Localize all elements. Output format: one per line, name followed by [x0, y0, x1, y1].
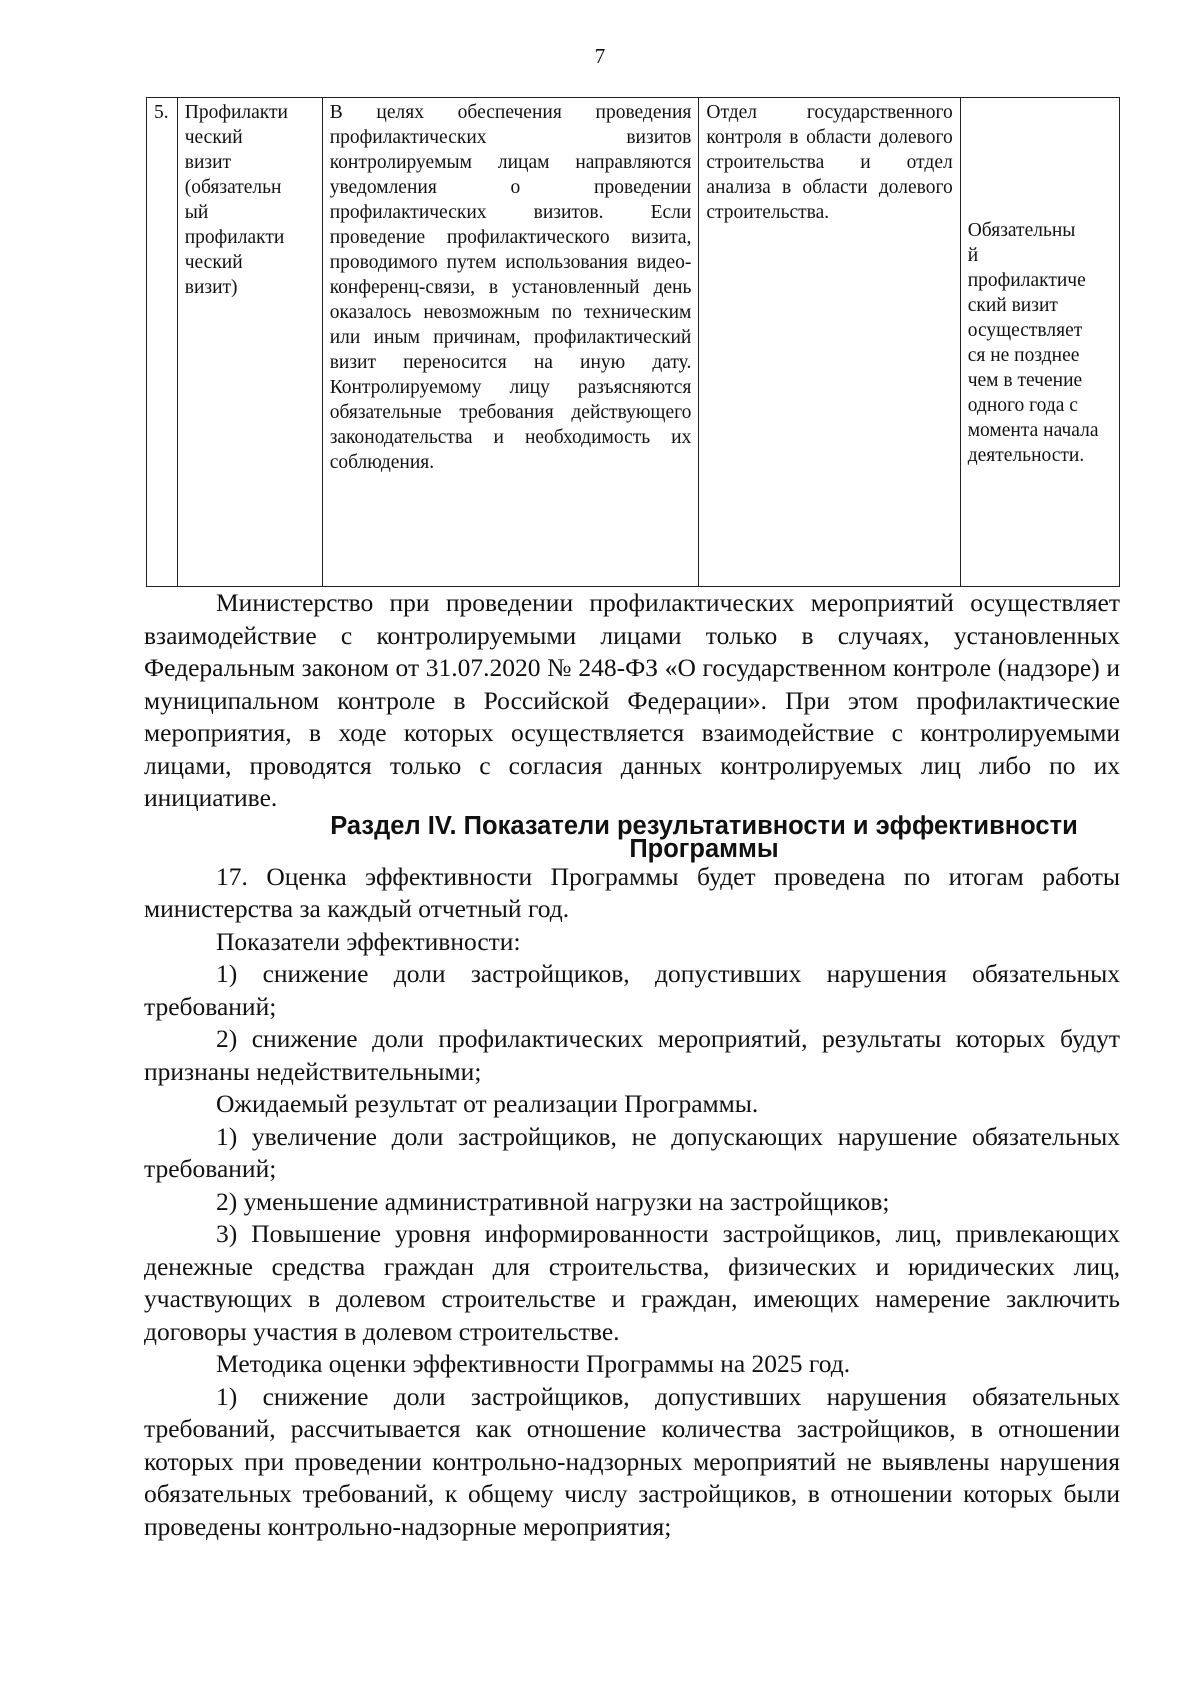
indicator-item: 2) снижение доли профилактических мероприятий, результаты которых будут признаны недействительными;	[144, 1024, 1120, 1086]
paragraph-17: 17. Оценка эффективности Программы будет проведена по итогам работы министерства за каждый отчетный год.	[144, 861, 1120, 923]
term-cell	[960, 98, 1119, 587]
indicators-title: Показатели эффективности:	[216, 926, 521, 956]
expected-result-item: 2) уменьшение административной нагрузки на застройщиков;	[216, 1186, 890, 1216]
methodology-title: Методика оценки эффективности Программы на 2025 год.	[216, 1349, 851, 1378]
measure-title-cell	[177, 98, 322, 587]
measure-term: Обязательны й профилактиче ский визит осуществляет ся не позднее чем в течение одного года с момента начала деятельности.	[967, 220, 1099, 466]
responsible-department: Отдел государственного контроля в области долевого строительства и отдел анализа в области долевого строительства.	[706, 102, 953, 223]
expected-result-item: 1) увеличение доли застройщиков, не допускающих нарушение обязательных требований;	[144, 1121, 1120, 1183]
expected-result-title: Ожидаемый результат от реализации Программы.	[216, 1089, 759, 1118]
row-number: 5.	[154, 102, 169, 123]
paragraph-interaction: Министерство при проведении профилактических мероприятий осуществляет взаимодействие с контролируемыми лицами только в случаях, установленных Федеральным законом от 31.07.2020 № 248-ФЗ «О государственном контроле (надзоре) и муниципальном контроле в Российской Федерации». При этом профилактические мероприятия, в ходе которых осуществляется взаимодействие с контролируемыми лицами, проводятся только с согласия данных контролируемых лиц либо по их инициативе.	[144, 588, 1120, 812]
row-number-cell	[147, 98, 178, 587]
indicator-item: 1) снижение доли застройщиков, допустивших нарушения обязательных требований;	[144, 959, 1120, 1021]
methodology-item: 1) снижение доли застройщиков, допустивших нарушения обязательных требований, рассчитывается как отношение количества застройщиков, в отношении которых при проведении контрольно-надзорных мероприятий не выявлены нарушения обязательных требований, к общему числу застройщиков, в отношении которых были проведены контрольно-надзорные мероприятия;	[144, 1381, 1120, 1541]
measure-title: Профилакти ческий визит (обязательн ый профилакти ческий визит)	[184, 102, 288, 298]
measure-description: В целях обеспечения проведения профилактических визитов контролируемым лицам направляются уведомления о проведении профилактических визитов. Если проведение профилактического визита, проводимого путем использования видео-конференц-связи, в установленный день оказалось невозможным по техническим или иным причинам, профилактический визит переносится на иную дату. Контролируемому лицу разъясняются обязательные требования действующего законодательства и необходимость их соблюдения.	[329, 102, 692, 473]
section-heading: Раздел IV. Показатели результативности и эффективности Программы	[330, 811, 1078, 863]
expected-result-item: 3) Повышение уровня информированности застройщиков, лиц, привлекающих денежные средства граждан для строительства, физических и юридических лиц, участвующих в долевом строительстве и граждан, имеющих намерение заключить договоры участия в долевом строительстве.	[144, 1219, 1120, 1346]
measures-table	[146, 97, 1120, 587]
responsible-cell	[699, 98, 960, 587]
page-number: 7	[594, 44, 606, 68]
document-body	[144, 587, 1120, 1543]
table-row	[147, 98, 1120, 587]
measure-description-cell	[322, 98, 699, 587]
